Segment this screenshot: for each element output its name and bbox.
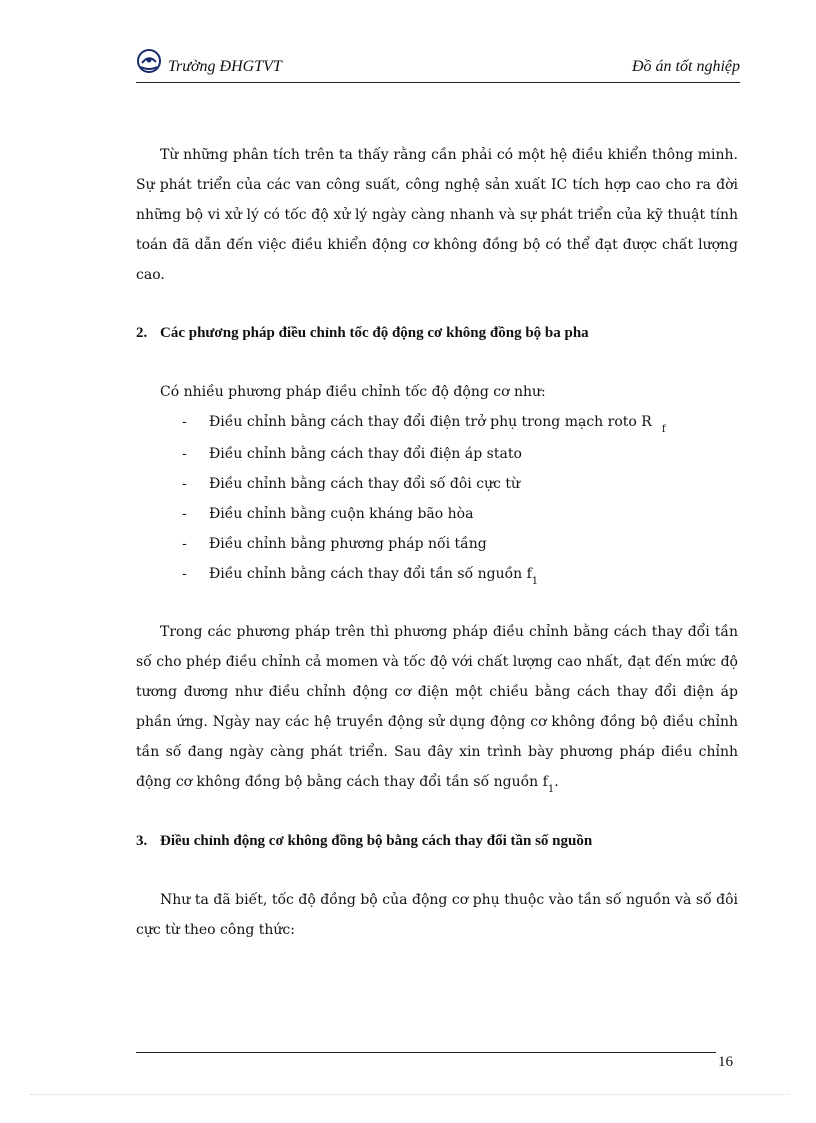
list-dash: - bbox=[182, 566, 187, 582]
list-item bbox=[182, 529, 666, 559]
list-item-text: Điều chỉnh bằng cuộn kháng bão hòa bbox=[209, 506, 474, 522]
section-2-title: Các phương pháp điều chỉnh tốc độ động cơ không đồng bộ ba pha bbox=[160, 325, 589, 341]
list-dash: - bbox=[182, 506, 187, 522]
list-item-text: Điều chỉnh bằng cách thay đổi tần số nguồn f bbox=[209, 566, 532, 582]
list-item bbox=[182, 469, 666, 499]
list-item bbox=[182, 407, 666, 439]
list-item-text: Điều chỉnh bằng cách thay đổi điện áp stato bbox=[209, 446, 522, 462]
section-2-number: 2. bbox=[136, 325, 148, 341]
paragraph-period: . bbox=[554, 774, 559, 790]
document-title: Đồ án tốt nghiệp bbox=[632, 58, 740, 75]
methods-intro: Có nhiều phương pháp điều chỉnh tốc độ động cơ như: bbox=[160, 384, 546, 400]
list-item bbox=[182, 559, 666, 591]
list-dash: - bbox=[182, 414, 187, 430]
section-3-number: 3. bbox=[136, 833, 148, 849]
subscript: 1 bbox=[547, 784, 555, 795]
paragraph-intro: Từ những phân tích trên ta thấy rằng cần phải có một hệ điều khiển thông minh. Sự phát triển của các van công suất, công nghệ sản xuất IC tích hợp cao cho ra đời những bộ vi xử lý có tốc độ xử lý ngày càng nhanh và sự phát triển của kỹ thuật tính toán đã dẫn đến việc điều khiển động cơ không đồng bộ có thể đạt được chất lượng cao. bbox=[136, 147, 738, 283]
methods-list bbox=[182, 407, 666, 591]
subscript: 1 bbox=[531, 576, 539, 587]
section-3-title: Điều chỉnh động cơ không đồng bộ bằng cách thay đổi tần số nguồn bbox=[160, 833, 593, 849]
paragraph-frequency-text: Trong các phương pháp trên thì phương pháp điều chỉnh bằng cách thay đổi tần số cho phép điều chỉnh cả momen và tốc độ với chất lượng cao nhất, đạt đến mức độ tương đương như điều chỉnh động cơ điện một chiều bằng cách thay đổi điện áp phần ứng. Ngày nay các hệ truyền động sử dụng động cơ không đồng bộ điều chỉnh tần số đang ngày càng phát triển. Sau đây xin trình bày phương pháp điều chỉnh động cơ không đồng bộ bằng cách thay đổi tần số nguồn f bbox=[136, 624, 738, 790]
subscript: f bbox=[661, 424, 666, 435]
school-name: Trường ĐHGTVT bbox=[168, 58, 282, 75]
section-2-heading bbox=[136, 318, 738, 348]
footer-divider bbox=[136, 1052, 716, 1053]
list-dash: - bbox=[182, 536, 187, 552]
list-item bbox=[182, 439, 666, 469]
paragraph-frequency bbox=[136, 617, 738, 799]
page-edge-divider bbox=[30, 1094, 790, 1095]
list-item bbox=[182, 499, 666, 529]
list-item-text: Điều chỉnh bằng cách thay đổi điện trở phụ trong mạch roto R bbox=[209, 414, 652, 430]
page-header bbox=[136, 48, 740, 83]
university-logo-icon bbox=[136, 48, 162, 74]
list-dash: - bbox=[182, 446, 187, 462]
paragraph-sync-speed: Như ta đã biết, tốc độ đồng bộ của động cơ phụ thuộc vào tần số nguồn và số đôi cực từ theo công thức: bbox=[136, 892, 738, 938]
section-3-heading bbox=[136, 826, 738, 856]
list-item-text: Điều chỉnh bằng cách thay đổi số đôi cực từ bbox=[209, 476, 521, 492]
list-item-text: Điều chỉnh bằng phương pháp nối tầng bbox=[209, 536, 487, 552]
page-number: 16 bbox=[718, 1054, 733, 1070]
list-dash: - bbox=[182, 476, 187, 492]
